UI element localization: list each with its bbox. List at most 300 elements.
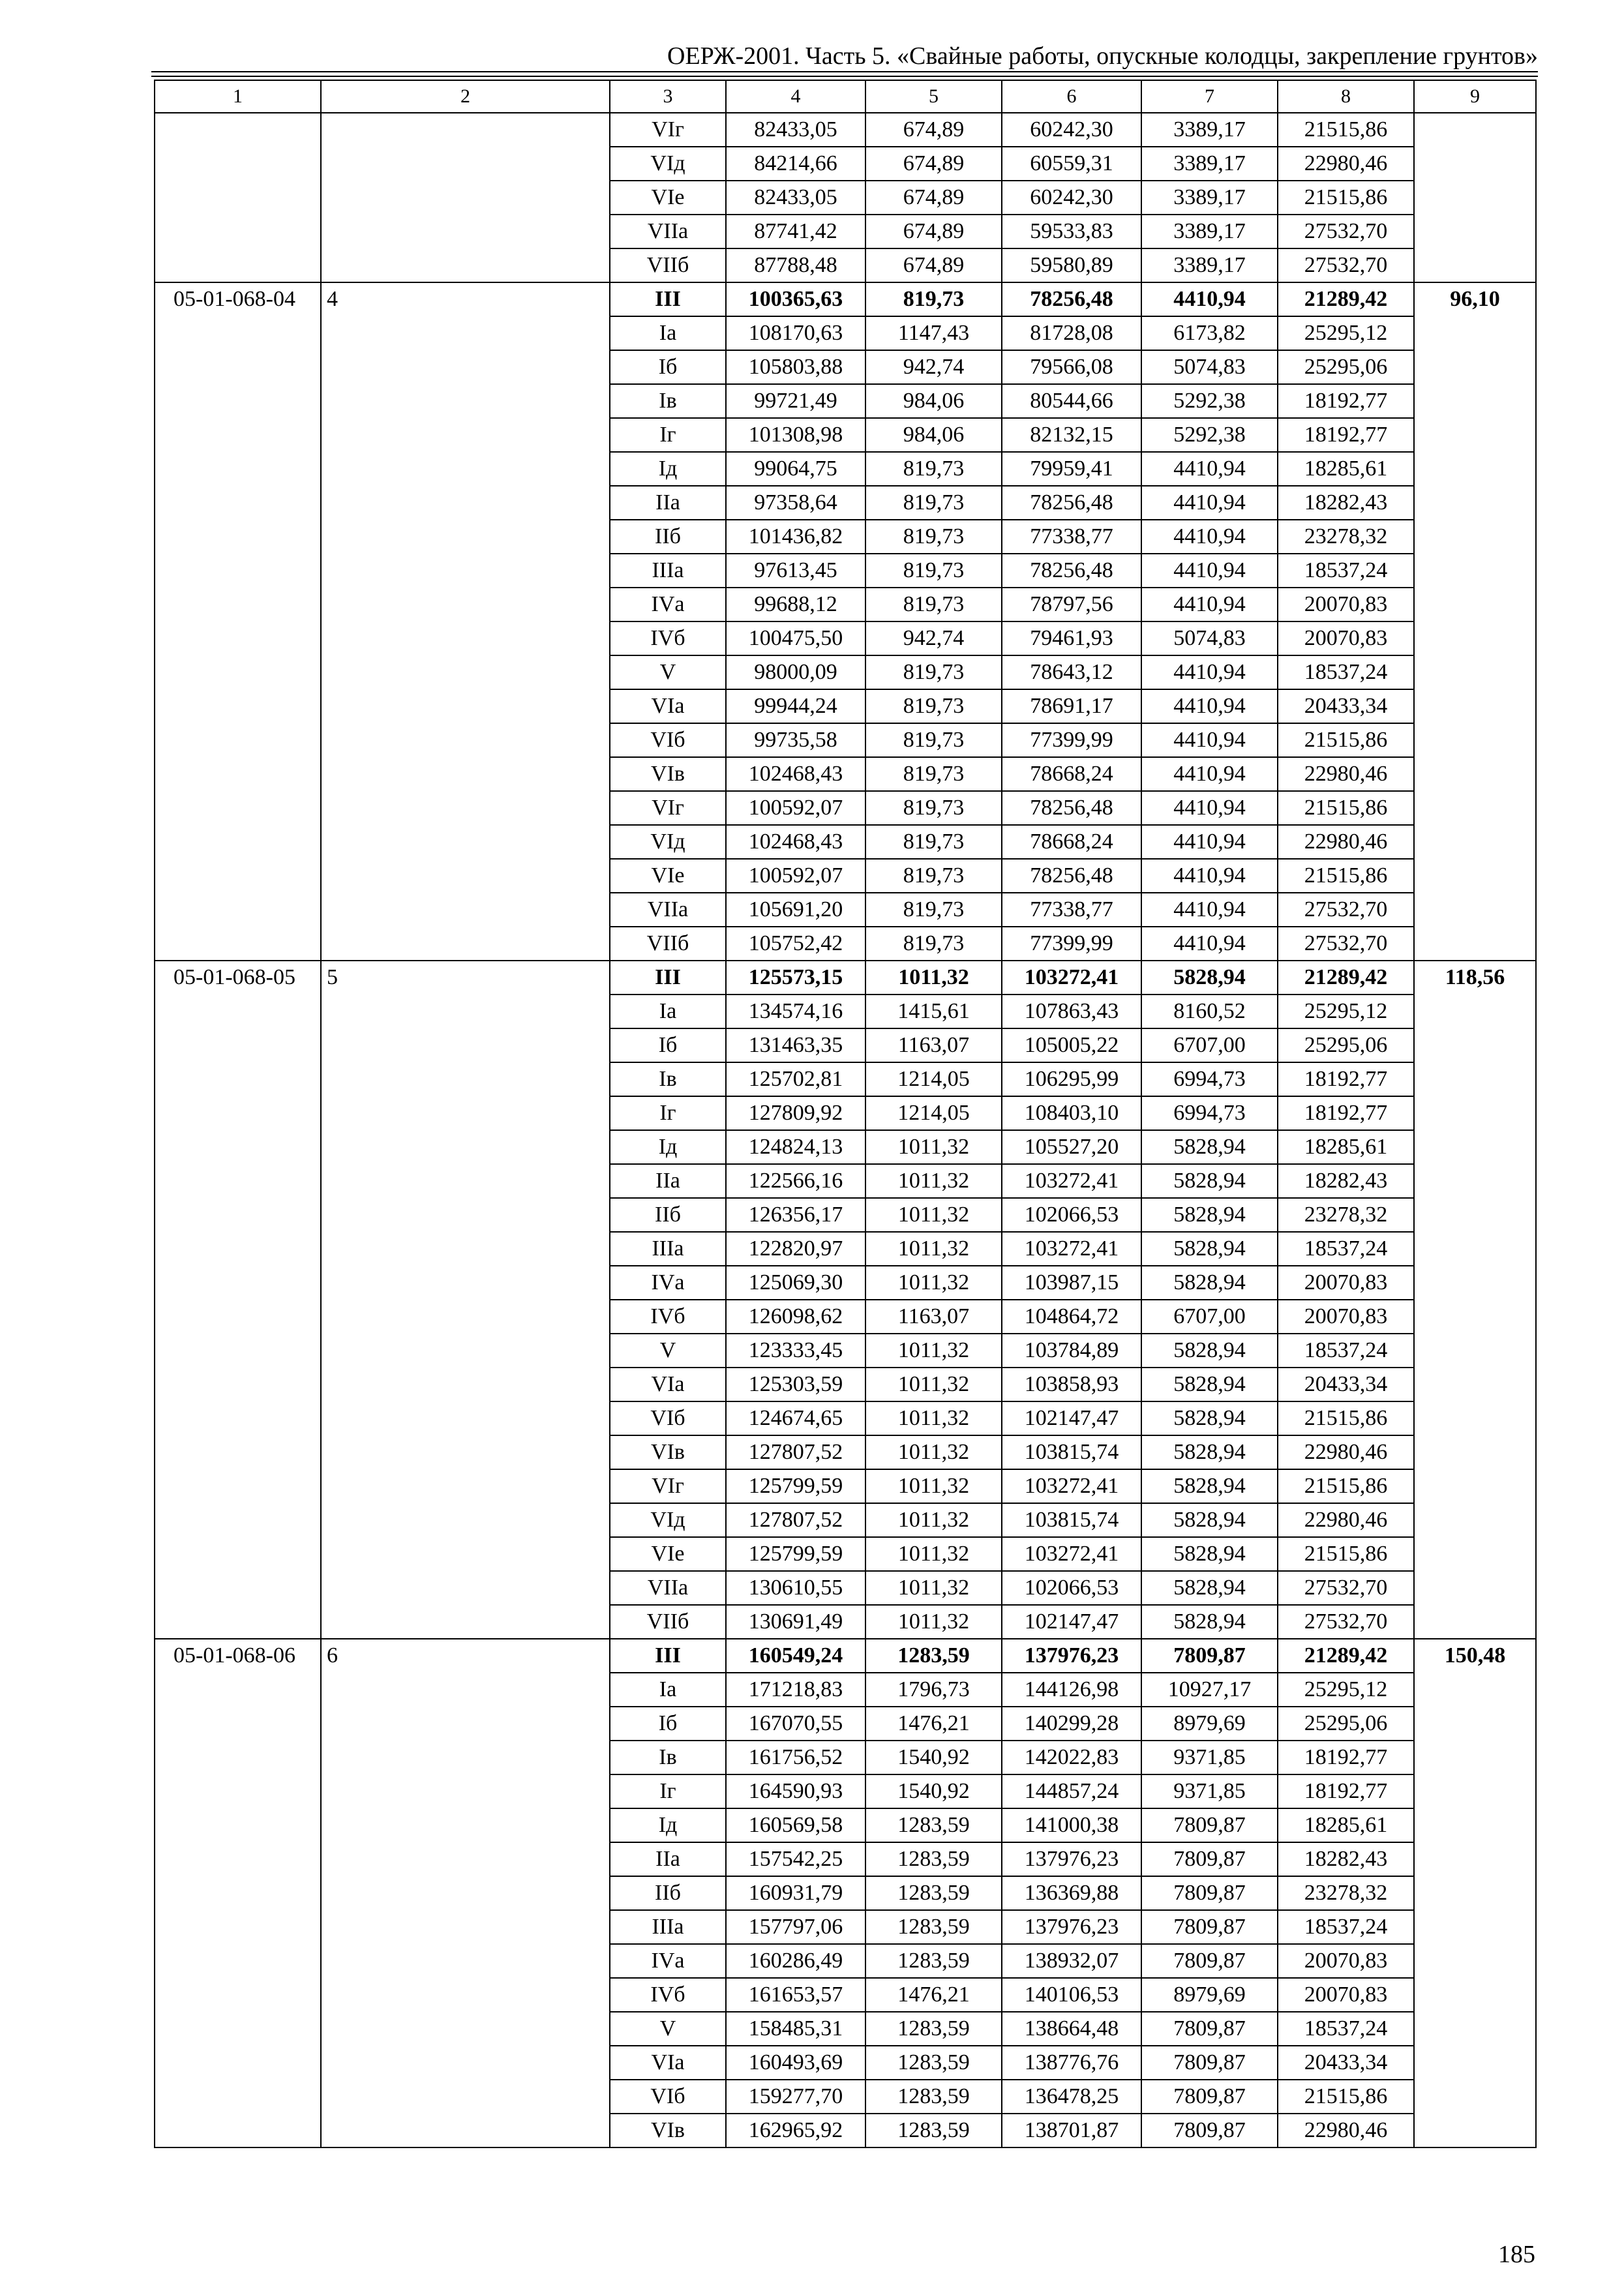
table-cell: IIIа (610, 1910, 726, 1944)
table-cell: Iб (610, 1707, 726, 1741)
table-cell: 1011,32 (865, 1130, 1002, 1164)
table-cell: 984,06 (865, 384, 1002, 418)
table-cell: 1283,59 (865, 1639, 1002, 1673)
table-cell: 1011,32 (865, 1503, 1002, 1537)
table-cell: 1476,21 (865, 1978, 1002, 2012)
table-cell: III (610, 282, 726, 316)
table-cell: 82433,05 (726, 113, 865, 147)
table-cell: Iб (610, 1028, 726, 1062)
table-cell: VIд (610, 147, 726, 181)
table-cell: 23278,32 (1278, 1198, 1414, 1232)
table-cell: 78691,17 (1002, 689, 1141, 723)
row-count: 5 (321, 961, 610, 1639)
table-cell: 127807,52 (726, 1435, 865, 1469)
table-cell: VIе (610, 859, 726, 893)
table-cell: 1011,32 (865, 1537, 1002, 1571)
table-cell: 18192,77 (1278, 418, 1414, 452)
table-cell: VIа (610, 2046, 726, 2080)
table-cell: 1011,32 (865, 1266, 1002, 1300)
table-cell: 21289,42 (1278, 961, 1414, 995)
table-cell: 7809,87 (1141, 1808, 1278, 1842)
table-cell: 22980,46 (1278, 147, 1414, 181)
table-cell: 126098,62 (726, 1300, 865, 1334)
table-cell: 819,73 (865, 689, 1002, 723)
table-cell: 7809,87 (1141, 2046, 1278, 2080)
table-cell: 127809,92 (726, 1096, 865, 1130)
table-cell: 157542,25 (726, 1842, 865, 1876)
table-cell: 18192,77 (1278, 384, 1414, 418)
column-header: 3 (610, 80, 726, 113)
table-cell: 137976,23 (1002, 1910, 1141, 1944)
table-cell: 5828,94 (1141, 961, 1278, 995)
table-cell: 125069,30 (726, 1266, 865, 1300)
table-cell: 1147,43 (865, 316, 1002, 350)
table-cell: 20070,83 (1278, 1266, 1414, 1300)
table-cell: 7809,87 (1141, 1876, 1278, 1910)
table-cell: 18537,24 (1278, 655, 1414, 689)
table-cell: 674,89 (865, 147, 1002, 181)
table-cell: 25295,12 (1278, 316, 1414, 350)
table-cell: VIг (610, 1469, 726, 1503)
table-cell: 157797,06 (726, 1910, 865, 1944)
table-cell: 4410,94 (1141, 893, 1278, 927)
table-cell: 21289,42 (1278, 1639, 1414, 1673)
table-cell: 4410,94 (1141, 791, 1278, 825)
table-cell: 21515,86 (1278, 1537, 1414, 1571)
table-cell: 3389,17 (1141, 181, 1278, 215)
table-cell: 18282,43 (1278, 486, 1414, 520)
table-cell: 819,73 (865, 655, 1002, 689)
table-cell: 97613,45 (726, 554, 865, 588)
table-cell: 5074,83 (1141, 621, 1278, 655)
table-cell: 103272,41 (1002, 961, 1141, 995)
table-cell: VIа (610, 689, 726, 723)
table-cell: 6994,73 (1141, 1096, 1278, 1130)
table-cell: 103272,41 (1002, 1164, 1141, 1198)
table-cell: 25295,12 (1278, 1673, 1414, 1707)
table-cell: VIв (610, 1435, 726, 1469)
table-cell: 18192,77 (1278, 1096, 1414, 1130)
table-cell: 819,73 (865, 859, 1002, 893)
table-cell: 5828,94 (1141, 1503, 1278, 1537)
table-cell: 20433,34 (1278, 1368, 1414, 1401)
table-cell: 18537,24 (1278, 1232, 1414, 1266)
table-cell: 819,73 (865, 723, 1002, 757)
table-cell: 22980,46 (1278, 825, 1414, 859)
table-row (155, 113, 1536, 147)
table-cell: 80544,66 (1002, 384, 1141, 418)
table-cell: 5828,94 (1141, 1571, 1278, 1605)
table-cell: 819,73 (865, 825, 1002, 859)
table-cell: VIIа (610, 1571, 726, 1605)
table-cell: 102468,43 (726, 757, 865, 791)
table-cell: 819,73 (865, 791, 1002, 825)
table-cell: 27532,70 (1278, 893, 1414, 927)
table-cell: 5292,38 (1141, 418, 1278, 452)
column-header: 5 (865, 80, 1002, 113)
table-cell: 819,73 (865, 588, 1002, 621)
table-cell: 4410,94 (1141, 452, 1278, 486)
table-cell: 125573,15 (726, 961, 865, 995)
table-cell: 1214,05 (865, 1062, 1002, 1096)
table-cell: 84214,66 (726, 147, 865, 181)
table-cell: 137976,23 (1002, 1639, 1141, 1673)
table-cell: 104864,72 (1002, 1300, 1141, 1334)
table-cell: 1283,59 (865, 2080, 1002, 2114)
table-cell: 4410,94 (1141, 927, 1278, 961)
table-cell: 103815,74 (1002, 1503, 1141, 1537)
table-cell: 5828,94 (1141, 1334, 1278, 1368)
table-cell: 5828,94 (1141, 1401, 1278, 1435)
table-cell: 674,89 (865, 113, 1002, 147)
table-cell: 136369,88 (1002, 1876, 1141, 1910)
table-cell: 18537,24 (1278, 1910, 1414, 1944)
table-cell: 25295,06 (1278, 1028, 1414, 1062)
table-cell: 3389,17 (1141, 215, 1278, 248)
table-cell: 1283,59 (865, 1910, 1002, 1944)
table-cell: 22980,46 (1278, 2114, 1414, 2147)
table-cell: Iд (610, 452, 726, 486)
table-cell: Iв (610, 384, 726, 418)
table-cell: 819,73 (865, 893, 1002, 927)
table-cell: 4410,94 (1141, 588, 1278, 621)
table-cell: 6707,00 (1141, 1028, 1278, 1062)
table-cell: 97358,64 (726, 486, 865, 520)
table-cell: 140299,28 (1002, 1707, 1141, 1741)
table-cell: 102147,47 (1002, 1401, 1141, 1435)
table-cell: 102147,47 (1002, 1605, 1141, 1639)
table-cell: 77338,77 (1002, 893, 1141, 927)
table-cell: 819,73 (865, 452, 1002, 486)
table-cell: 4410,94 (1141, 689, 1278, 723)
table-cell: 87741,42 (726, 215, 865, 248)
table-cell: 5828,94 (1141, 1537, 1278, 1571)
table-cell: 1011,32 (865, 1164, 1002, 1198)
table-cell: 161653,57 (726, 1978, 865, 2012)
table-cell: 8160,52 (1141, 995, 1278, 1028)
row-extra-value: 150,48 (1414, 1639, 1536, 2147)
table-cell: 1540,92 (865, 1774, 1002, 1808)
table-cell: VIб (610, 2080, 726, 2114)
row-count (321, 113, 610, 282)
table-cell: 124824,13 (726, 1130, 865, 1164)
table-cell: 5828,94 (1141, 1164, 1278, 1198)
table-cell: 5828,94 (1141, 1266, 1278, 1300)
table-cell: VIд (610, 825, 726, 859)
table-cell: 20433,34 (1278, 2046, 1414, 2080)
table-cell: 101436,82 (726, 520, 865, 554)
column-header: 6 (1002, 80, 1141, 113)
table-cell: 20070,83 (1278, 1978, 1414, 2012)
table-cell: 8979,69 (1141, 1707, 1278, 1741)
table-cell: 4410,94 (1141, 655, 1278, 689)
table-cell: 77399,99 (1002, 927, 1141, 961)
table-cell: 138776,76 (1002, 2046, 1141, 2080)
table-cell: 22980,46 (1278, 757, 1414, 791)
table-cell: 103272,41 (1002, 1537, 1141, 1571)
table-cell: 20070,83 (1278, 1300, 1414, 1334)
table-cell: 105803,88 (726, 350, 865, 384)
table-cell: 4410,94 (1141, 520, 1278, 554)
table-cell: 25295,12 (1278, 995, 1414, 1028)
table-cell: 141000,38 (1002, 1808, 1141, 1842)
table-cell: VIа (610, 1368, 726, 1401)
header-rule-top (151, 71, 1538, 72)
page-number: 185 (1498, 2241, 1535, 2268)
table-cell: Iг (610, 1096, 726, 1130)
table-cell: IIб (610, 520, 726, 554)
table-cell: 819,73 (865, 282, 1002, 316)
table-cell: 23278,32 (1278, 520, 1414, 554)
table-cell: VIIа (610, 215, 726, 248)
table-cell: 10927,17 (1141, 1673, 1278, 1707)
table-cell: 1476,21 (865, 1707, 1002, 1741)
table-cell: Iг (610, 1774, 726, 1808)
table-cell: 819,73 (865, 927, 1002, 961)
table-cell: 138701,87 (1002, 2114, 1141, 2147)
table-cell: 5828,94 (1141, 1469, 1278, 1503)
table-cell: 59580,89 (1002, 248, 1141, 282)
table-cell: 25295,06 (1278, 350, 1414, 384)
table-cell: 7809,87 (1141, 2012, 1278, 2046)
table-cell: VIв (610, 757, 726, 791)
table-cell: 101308,98 (726, 418, 865, 452)
table-row (155, 1639, 1536, 1673)
table-cell: 125702,81 (726, 1062, 865, 1096)
table-cell: IVа (610, 588, 726, 621)
table-cell: Iб (610, 350, 726, 384)
table-cell: III (610, 961, 726, 995)
table-cell: 1796,73 (865, 1673, 1002, 1707)
table-cell: 942,74 (865, 350, 1002, 384)
table-cell: 23278,32 (1278, 1876, 1414, 1910)
table-cell: 160493,69 (726, 2046, 865, 2080)
table-cell: 137976,23 (1002, 1842, 1141, 1876)
table-cell: 124674,65 (726, 1401, 865, 1435)
table-cell: Iв (610, 1062, 726, 1096)
table-cell: 79959,41 (1002, 452, 1141, 486)
column-header: 9 (1414, 80, 1536, 113)
table-cell: 103272,41 (1002, 1469, 1141, 1503)
table-cell: 21289,42 (1278, 282, 1414, 316)
table-cell: 18285,61 (1278, 452, 1414, 486)
table-cell: 77399,99 (1002, 723, 1141, 757)
table-cell: VIIб (610, 248, 726, 282)
table-cell: 160286,49 (726, 1944, 865, 1978)
table-cell: 78797,56 (1002, 588, 1141, 621)
table-cell: 103987,15 (1002, 1266, 1141, 1300)
table-cell: 5074,83 (1141, 350, 1278, 384)
table-cell: IVб (610, 1978, 726, 2012)
table-cell: IIа (610, 1164, 726, 1198)
table-cell: VIе (610, 181, 726, 215)
table-cell: 1283,59 (865, 1842, 1002, 1876)
table-cell: 138932,07 (1002, 1944, 1141, 1978)
table-cell: 1540,92 (865, 1741, 1002, 1774)
table-cell: 103815,74 (1002, 1435, 1141, 1469)
table-cell: 21515,86 (1278, 723, 1414, 757)
table-cell: 127807,52 (726, 1503, 865, 1537)
table-cell: 99721,49 (726, 384, 865, 418)
table-cell: 100475,50 (726, 621, 865, 655)
table-cell: 5828,94 (1141, 1368, 1278, 1401)
table-cell: 1283,59 (865, 1876, 1002, 1910)
table-cell: 21515,86 (1278, 2080, 1414, 2114)
table-cell: 22980,46 (1278, 1435, 1414, 1469)
table-cell: VIб (610, 723, 726, 757)
table-cell: 77338,77 (1002, 520, 1141, 554)
table-cell: 21515,86 (1278, 181, 1414, 215)
table-cell: 18192,77 (1278, 1774, 1414, 1808)
row-extra-value (1414, 113, 1536, 282)
table-cell: Iа (610, 1673, 726, 1707)
table-cell: 106295,99 (1002, 1062, 1141, 1096)
table-cell: 78256,48 (1002, 282, 1141, 316)
table-cell: 8979,69 (1141, 1978, 1278, 2012)
table-cell: VIб (610, 1401, 726, 1435)
table-cell: 20070,83 (1278, 621, 1414, 655)
table-cell: 7809,87 (1141, 1910, 1278, 1944)
table-cell: 819,73 (865, 486, 1002, 520)
table-cell: 103858,93 (1002, 1368, 1141, 1401)
table-cell: 99944,24 (726, 689, 865, 723)
table-cell: 130691,49 (726, 1605, 865, 1639)
table-row (155, 282, 1536, 316)
table-cell: IIа (610, 486, 726, 520)
table-cell: 102066,53 (1002, 1198, 1141, 1232)
row-code: 05-01-068-04 (155, 282, 321, 961)
table-cell: 4410,94 (1141, 859, 1278, 893)
table-cell: 18285,61 (1278, 1808, 1414, 1842)
table-cell: 79461,93 (1002, 621, 1141, 655)
table-cell: 4410,94 (1141, 723, 1278, 757)
table-cell: 78256,48 (1002, 859, 1141, 893)
table-cell: 4410,94 (1141, 825, 1278, 859)
table-cell: 60559,31 (1002, 147, 1141, 181)
table-cell: VIг (610, 791, 726, 825)
table-cell: 21515,86 (1278, 791, 1414, 825)
column-header: 7 (1141, 80, 1278, 113)
table-cell: VIв (610, 2114, 726, 2147)
table-cell: 1415,61 (865, 995, 1002, 1028)
table-cell: V (610, 2012, 726, 2046)
header-rule-bottom (151, 76, 1538, 77)
column-header: 8 (1278, 80, 1414, 113)
table-cell: IIIа (610, 1232, 726, 1266)
table-cell: 138664,48 (1002, 2012, 1141, 2046)
table-cell: VIе (610, 1537, 726, 1571)
table-cell: 108170,63 (726, 316, 865, 350)
table-cell: 162965,92 (726, 2114, 865, 2147)
table-cell: 27532,70 (1278, 1605, 1414, 1639)
table-cell: 7809,87 (1141, 2114, 1278, 2147)
table-cell: 819,73 (865, 554, 1002, 588)
table-cell: 126356,17 (726, 1198, 865, 1232)
table-cell: IVа (610, 1266, 726, 1300)
table-cell: 4410,94 (1141, 486, 1278, 520)
table-cell: 130610,55 (726, 1571, 865, 1605)
table-cell: 7809,87 (1141, 2080, 1278, 2114)
table-cell: 27532,70 (1278, 1571, 1414, 1605)
table-cell: VIг (610, 113, 726, 147)
table-cell: 1283,59 (865, 1944, 1002, 1978)
table-cell: 159277,70 (726, 2080, 865, 2114)
table-cell: 125303,59 (726, 1368, 865, 1401)
table-cell: 1283,59 (865, 2046, 1002, 2080)
table-cell: IVб (610, 1300, 726, 1334)
table-cell: 102468,43 (726, 825, 865, 859)
table-cell: 4410,94 (1141, 757, 1278, 791)
table-cell: IIб (610, 1876, 726, 1910)
table-cell: VIIа (610, 893, 726, 927)
table-cell: V (610, 655, 726, 689)
table-cell: 59533,83 (1002, 215, 1141, 248)
table-cell: 7809,87 (1141, 1944, 1278, 1978)
table-cell: 123333,45 (726, 1334, 865, 1368)
table-cell: 20070,83 (1278, 588, 1414, 621)
table-cell: 27532,70 (1278, 248, 1414, 282)
table-cell: VIд (610, 1503, 726, 1537)
table-cell: 5828,94 (1141, 1435, 1278, 1469)
column-header: 2 (321, 80, 610, 113)
table-cell: 102066,53 (1002, 1571, 1141, 1605)
table-cell: IVб (610, 621, 726, 655)
table-cell: 1011,32 (865, 1571, 1002, 1605)
table-cell: 18192,77 (1278, 1062, 1414, 1096)
table-cell: IIа (610, 1842, 726, 1876)
table-cell: 7809,87 (1141, 1842, 1278, 1876)
table-cell: 99735,58 (726, 723, 865, 757)
table-cell: Iв (610, 1741, 726, 1774)
table-cell: 1214,05 (865, 1096, 1002, 1130)
table-cell: 60242,30 (1002, 113, 1141, 147)
table-cell: 1011,32 (865, 1469, 1002, 1503)
table-cell: 21515,86 (1278, 1469, 1414, 1503)
table-cell: 6994,73 (1141, 1062, 1278, 1096)
table-cell: 105527,20 (1002, 1130, 1141, 1164)
row-code: 05-01-068-05 (155, 961, 321, 1639)
table-cell: 5828,94 (1141, 1605, 1278, 1639)
table-cell: 9371,85 (1141, 1774, 1278, 1808)
table-cell: Iа (610, 316, 726, 350)
row-extra-value: 96,10 (1414, 282, 1536, 961)
table-cell: 81728,08 (1002, 316, 1141, 350)
table-cell: 6707,00 (1141, 1300, 1278, 1334)
table-cell: III (610, 1639, 726, 1673)
table-cell: 3389,17 (1141, 147, 1278, 181)
table-cell: 1011,32 (865, 1435, 1002, 1469)
table-cell: 122820,97 (726, 1232, 865, 1266)
table-header-row (155, 80, 1536, 113)
table-cell: 27532,70 (1278, 927, 1414, 961)
table-cell: 125799,59 (726, 1469, 865, 1503)
table-cell: 105691,20 (726, 893, 865, 927)
table-cell: IVа (610, 1944, 726, 1978)
table-cell: 1011,32 (865, 1334, 1002, 1368)
table-cell: 4410,94 (1141, 554, 1278, 588)
table-cell: 131463,35 (726, 1028, 865, 1062)
table-cell: 160931,79 (726, 1876, 865, 1910)
table-cell: VIIб (610, 927, 726, 961)
price-table (154, 80, 1537, 2148)
table-cell: 103272,41 (1002, 1232, 1141, 1266)
table-cell: 674,89 (865, 181, 1002, 215)
table-cell: 3389,17 (1141, 248, 1278, 282)
table-cell: 161756,52 (726, 1741, 865, 1774)
table-cell: 160549,24 (726, 1639, 865, 1673)
table-cell: 100592,07 (726, 859, 865, 893)
table-cell: 819,73 (865, 757, 1002, 791)
